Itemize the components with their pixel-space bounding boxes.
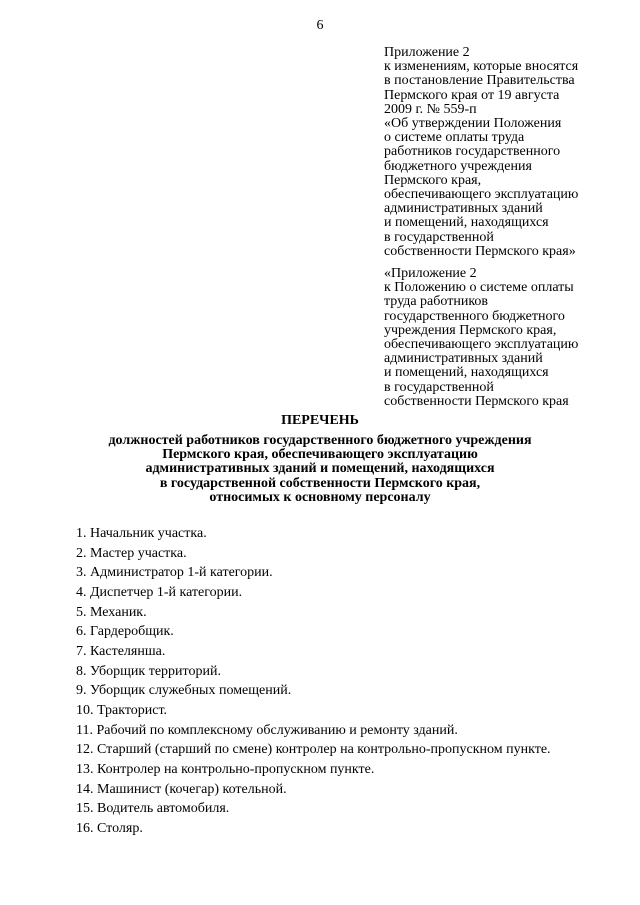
annex-line: обеспечивающего эксплуатацию [384,337,579,353]
subtitle-line: должностей работников государственного бюджетного учреждения [108,433,532,448]
annex-line: Приложение 2 [384,45,470,60]
annex-line: в государственной [384,379,494,395]
annex-line: обеспечивающего эксплуатацию [384,187,579,203]
list-item: 12. Старший (старший по смене) контролер на контрольно-пропускном пункте. [76,742,551,758]
document-subtitle [60,434,580,505]
list-item: 8. Уборщик территорий. [76,663,221,679]
annex-line: «Приложение 2 [384,266,477,281]
list-item: 3. Администратор 1-й категории. [76,565,273,581]
list-item: 4. Диспетчер 1-й категории. [76,584,243,600]
list-item: 6. Гардеробщик. [76,624,174,640]
list-item: 14. Машинист (кочегар) котельной. [76,781,287,797]
annex-line: о системе оплаты труда [384,130,525,146]
annex-line: труда работников [384,294,489,310]
annex-line: к изменениям, которые вносятся [384,59,579,75]
annex-line: собственности Пермского края» [384,243,576,259]
list-item: 7. Кастелянша. [76,643,166,659]
annex-line: в государственной [384,229,494,245]
list-item: 11. Рабочий по комплексному обслуживанию и ремонту зданий. [76,722,458,738]
annex-line: и помещений, находящихся [384,365,549,381]
list-item: 13. Контролер на контрольно-пропускном пункте. [76,761,375,777]
list-item: 9. Уборщик служебных помещений. [76,683,292,699]
subtitle-line: административных зданий и помещений, находящихся [145,461,495,477]
annex-line: административных зданий [384,351,543,367]
annex-line: и помещений, находящихся [384,215,549,231]
annex-header-amendments [384,46,634,259]
list-item: 5. Механик. [76,604,147,620]
document-title: ПЕРЕЧЕНЬ [281,413,359,428]
subtitle-line: Пермского края, обеспечивающего эксплуатацию [162,447,478,463]
annex-line: Пермского края от 19 августа [384,87,560,103]
annex-line: собственности Пермского края [384,393,569,409]
page-number: 6 [316,18,324,33]
annex-line: в постановление Правительства [384,73,575,89]
annex-line: к Положению о системе оплаты [384,280,574,296]
annex-line: «Об утверждении Положения [384,116,562,132]
list-item: 16. Столяр. [76,820,143,836]
list-item: 2. Мастер участка. [76,545,187,561]
annex-line: бюджетного учреждения [384,158,532,174]
annex-line: государственного бюджетного [384,308,565,324]
list-item: 10. Тракторист. [76,702,168,718]
annex-line: 2009 г. № 559-п [384,101,477,117]
subtitle-line: в государственной собственности Пермского края, [159,475,481,491]
subtitle-line: относимых к основному персоналу [209,489,431,505]
annex-header-regulation [384,267,634,409]
list-item: 15. Водитель автомобиля. [76,801,230,817]
list-item: 1. Начальник участка. [76,526,207,541]
annex-line: работников государственного [384,144,561,160]
annex-line: Пермского края, [384,172,482,188]
annex-line: учреждения Пермского края, [384,322,557,338]
positions-list [76,524,636,839]
annex-line: административных зданий [384,201,543,217]
